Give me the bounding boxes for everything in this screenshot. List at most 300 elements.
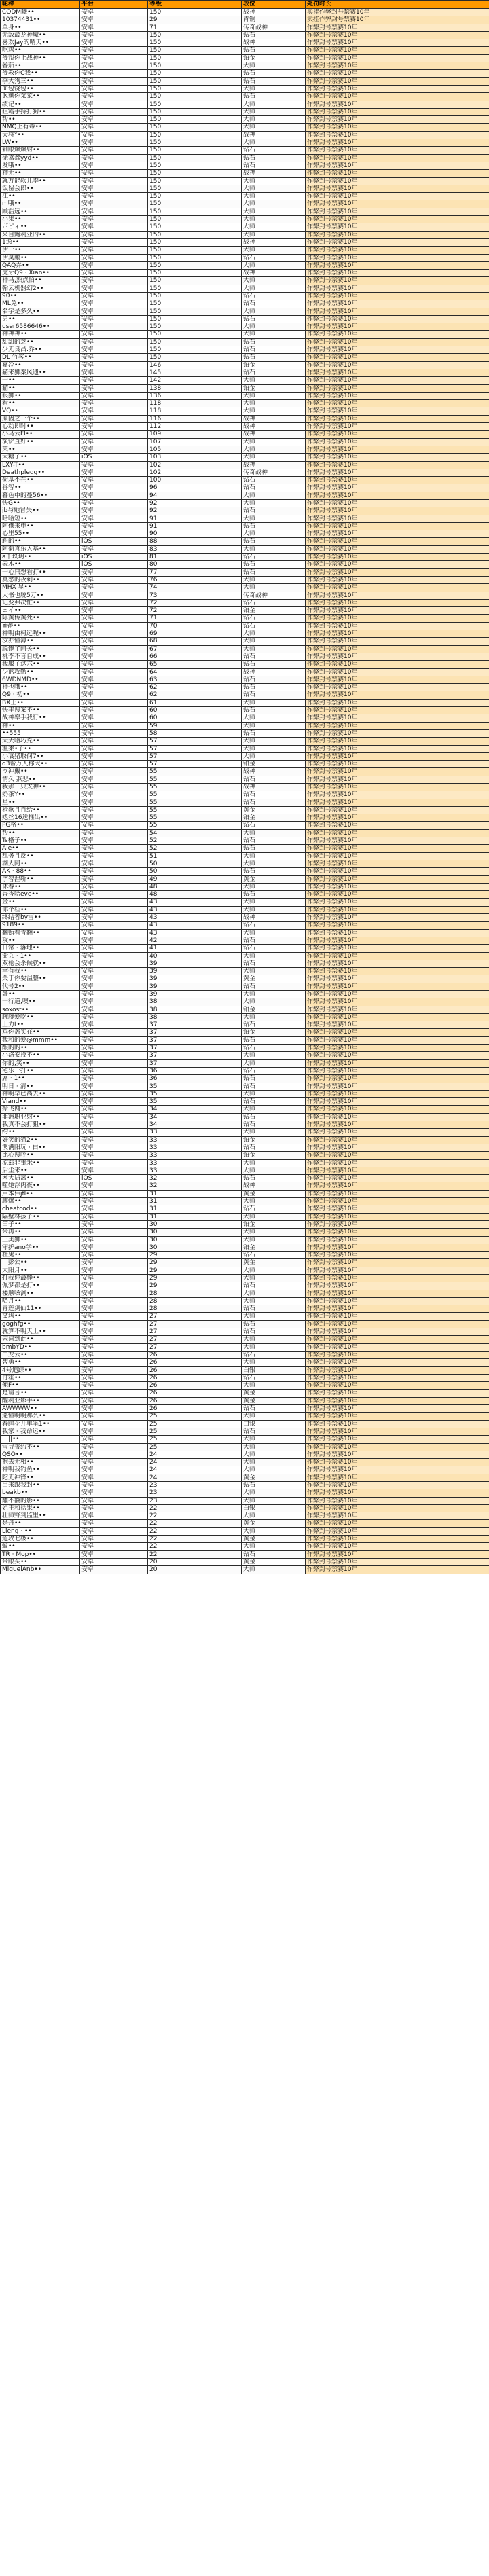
penalty-cell: 作弊封号禁赛10年 (306, 1013, 489, 1021)
platform-cell: 安卓 (80, 791, 148, 799)
rank-cell: 钻石 (242, 568, 306, 576)
rank-cell: 钻石 (242, 1021, 306, 1029)
rank-cell: 钻石 (242, 561, 306, 568)
level-cell: 48 (148, 891, 242, 899)
rank-cell: 钻石 (242, 300, 306, 308)
table-row (1, 392, 489, 399)
table-row (1, 1420, 489, 1428)
level-cell: 26 (148, 1359, 242, 1366)
nickname-cell: 好笑的猫2•• (1, 1136, 80, 1144)
platform-cell: 安卓 (80, 1029, 148, 1036)
nickname-cell: 演铲直好•• (1, 438, 80, 446)
table-row (1, 147, 489, 154)
level-cell: 33 (148, 1167, 242, 1174)
penalty-cell: 作弊封号禁赛10年 (306, 661, 489, 668)
penalty-cell: 作弊封号禁赛10年 (306, 131, 489, 139)
penalty-cell: 作弊封号禁赛10年 (306, 1205, 489, 1213)
rank-cell: 钻石 (242, 729, 306, 737)
nickname-cell: ボビィ•• (1, 223, 80, 231)
table-row (1, 1343, 489, 1351)
nickname-cell: 终结者by雪•• (1, 914, 80, 922)
rank-cell: 大师 (242, 738, 306, 745)
platform-cell: 安卓 (80, 1167, 148, 1174)
platform-cell: 安卓 (80, 315, 148, 323)
rank-cell: 钻石 (242, 1113, 306, 1121)
nickname-cell: 一心只想看打•• (1, 568, 80, 576)
nickname-cell: 天天哈巧克•• (1, 738, 80, 745)
table-body (1, 9, 489, 1574)
penalty-cell: 作弊封号禁赛10年 (306, 684, 489, 691)
rank-cell: 钻石 (242, 1205, 306, 1213)
level-cell: 37 (148, 1052, 242, 1059)
platform-cell: 安卓 (80, 392, 148, 399)
table-row (1, 1182, 489, 1190)
rank-cell: 传奇战神 (242, 469, 306, 476)
level-cell: 70 (148, 622, 242, 630)
table-row (1, 975, 489, 983)
rank-cell: 黄金 (242, 1536, 306, 1543)
penalty-cell: 作弊封号禁赛10年 (306, 554, 489, 561)
penalty-cell: 作弊封号禁赛10年 (306, 768, 489, 776)
nickname-cell: CODM曦•• (1, 9, 80, 16)
rank-cell: 钻石 (242, 77, 306, 85)
platform-cell: 安卓 (80, 852, 148, 860)
table-row (1, 837, 489, 845)
level-cell: 100 (148, 477, 242, 484)
nickname-cell: 少蓝攻勤•• (1, 668, 80, 676)
table-row (1, 1382, 489, 1390)
level-cell: 150 (148, 147, 242, 154)
nickname-cell: 卢本伟jfl•• (1, 1190, 80, 1197)
table-row (1, 875, 489, 883)
table-row (1, 477, 489, 484)
penalty-cell: 作弊封号禁赛10年 (306, 1328, 489, 1336)
level-cell: 26 (148, 1374, 242, 1381)
platform-cell: 安卓 (80, 722, 148, 729)
platform-cell: 安卓 (80, 369, 148, 376)
platform-cell: iOS (80, 554, 148, 561)
platform-cell: 安卓 (80, 346, 148, 354)
penalty-cell: 作弊封号禁赛10年 (306, 622, 489, 630)
penalty-cell: 作弊封号禁赛10年 (306, 492, 489, 499)
table-row (1, 929, 489, 937)
nickname-cell: 宋词到此•• (1, 1336, 80, 1343)
nickname-cell: 暮色中的蔓56•• (1, 492, 80, 499)
table-row (1, 1489, 489, 1497)
level-cell: 145 (148, 369, 242, 376)
table-row (1, 899, 489, 906)
penalty-cell: 作弊封号禁赛10年 (306, 1543, 489, 1550)
nickname-cell: 神明早已离去•• (1, 1090, 80, 1097)
penalty-cell: 作弊封号禁赛10年 (306, 170, 489, 177)
level-cell: 23 (148, 1489, 242, 1497)
penalty-cell: 作弊封号禁赛10年 (306, 822, 489, 829)
rank-cell: 大师 (242, 308, 306, 315)
rank-cell: 大师 (242, 1566, 306, 1574)
penalty-cell: 作弊封号禁赛10年 (306, 1129, 489, 1136)
table-row (1, 1090, 489, 1097)
nickname-cell: 网大局离•• (1, 1175, 80, 1182)
platform-cell: 安卓 (80, 1466, 148, 1474)
platform-cell: 安卓 (80, 101, 148, 108)
table-row (1, 630, 489, 638)
rank-cell: 大师 (242, 1297, 306, 1305)
penalty-cell: 作弊封号禁赛10年 (306, 783, 489, 791)
penalty-cell: 作弊封号禁赛10年 (306, 185, 489, 192)
rank-cell: 黄金 (242, 1259, 306, 1267)
penalty-cell: 作弊封号禁赛10年 (306, 1259, 489, 1267)
penalty-cell: 作弊封号禁赛10年 (306, 247, 489, 254)
penalty-cell: 作弊封号禁赛10年 (306, 1121, 489, 1129)
level-cell: 26 (148, 1397, 242, 1404)
level-cell: 72 (148, 599, 242, 606)
penalty-cell: 作弊封号禁赛10年 (306, 1397, 489, 1404)
penalty-cell: 作弊封号禁赛10年 (306, 1474, 489, 1481)
nickname-cell: 记变弗决忙•• (1, 599, 80, 606)
rank-cell: 大师 (242, 116, 306, 124)
penalty-cell: 作弊封号禁赛10年 (306, 400, 489, 407)
rank-cell: 战神 (242, 668, 306, 676)
rank-cell: 大师 (242, 1527, 306, 1535)
level-cell: 35 (148, 1090, 242, 1097)
table-row (1, 1029, 489, 1036)
table-row (1, 1359, 489, 1366)
platform-cell: 安卓 (80, 62, 148, 70)
platform-cell: 安卓 (80, 54, 148, 62)
level-cell: 150 (148, 308, 242, 315)
penalty-cell: 作弊封号禁赛10年 (306, 1036, 489, 1044)
table-row (1, 315, 489, 323)
table-row (1, 254, 489, 261)
table-row (1, 561, 489, 568)
table-row (1, 223, 489, 231)
table-row (1, 331, 489, 338)
level-cell: 49 (148, 875, 242, 883)
level-cell: 59 (148, 722, 242, 729)
level-cell: 60 (148, 707, 242, 714)
rank-cell: 大师 (242, 1274, 306, 1282)
platform-cell: 安卓 (80, 1366, 148, 1374)
platform-cell: 安卓 (80, 530, 148, 538)
platform-cell: 安卓 (80, 952, 148, 960)
level-cell: 150 (148, 54, 242, 62)
nickname-cell: 无敌最龙神魔•• (1, 31, 80, 39)
rank-cell: 钻石 (242, 522, 306, 530)
table-row (1, 776, 489, 783)
rank-cell: 钻石 (242, 983, 306, 990)
rank-cell: 大师 (242, 1052, 306, 1059)
penalty-cell: 作弊封号禁赛10年 (306, 1420, 489, 1428)
platform-cell: 安卓 (80, 277, 148, 285)
penalty-cell: 作弊封号禁赛10年 (306, 1213, 489, 1220)
nickname-cell: 你的,笑•• (1, 1059, 80, 1067)
penalty-cell: 作弊封号禁赛10年 (306, 545, 489, 553)
rank-cell: 大师 (242, 860, 306, 867)
level-cell: 29 (148, 1274, 242, 1282)
rank-cell: 战神 (242, 39, 306, 47)
table-row (1, 231, 489, 238)
nickname-cell: 我服了这六•• (1, 661, 80, 668)
penalty-cell: 作弊封号禁赛10年 (306, 515, 489, 522)
nickname-cell: LW•• (1, 139, 80, 147)
level-cell: 55 (148, 806, 242, 814)
nickname-cell: 休春•• (1, 883, 80, 890)
table-row (1, 1059, 489, 1067)
platform-cell: 安卓 (80, 292, 148, 300)
level-cell: 29 (148, 16, 242, 24)
penalty-cell: 作弊封号禁赛10年 (306, 261, 489, 269)
nickname-cell: 小乌云Fl•• (1, 431, 80, 438)
rank-cell: 大师 (242, 630, 306, 638)
platform-cell: 安卓 (80, 1382, 148, 1390)
table-row (1, 791, 489, 799)
nickname-cell: 吃鸡•• (1, 47, 80, 54)
nickname-cell: 10374431•• (1, 16, 80, 24)
rank-cell: 铂金 (242, 1152, 306, 1159)
level-cell: 83 (148, 545, 242, 553)
rank-cell: 钻石 (242, 684, 306, 691)
penalty-cell: 作弊封号禁赛10年 (306, 147, 489, 154)
level-cell: 55 (148, 768, 242, 776)
level-cell: 150 (148, 323, 242, 331)
penalty-cell: 作弊封号禁赛10年 (306, 729, 489, 737)
table-row (1, 124, 489, 131)
nickname-cell: 狼狮•• (1, 392, 80, 399)
platform-cell: 安卓 (80, 668, 148, 676)
penalty-cell: 作弊封号禁赛10年 (306, 47, 489, 54)
table-row (1, 645, 489, 653)
penalty-cell: 作弊封号禁赛10年 (306, 446, 489, 453)
platform-cell: 安卓 (80, 983, 148, 990)
penalty-cell: 作弊封号禁赛10年 (306, 1052, 489, 1059)
nickname-cell: 神无•• (1, 170, 80, 177)
level-cell: 109 (148, 431, 242, 438)
penalty-cell: 作弊封号禁赛10年 (306, 116, 489, 124)
nickname-cell: Deathpledg•• (1, 469, 80, 476)
nickname-cell: 是请言•• (1, 1390, 80, 1397)
penalty-cell: 作弊封号禁赛10年 (306, 431, 489, 438)
nickname-cell: 虎牙Q9 · Xian•• (1, 270, 80, 277)
table-row (1, 738, 489, 745)
penalty-cell: 作弊封号禁赛10年 (306, 937, 489, 944)
level-cell: 103 (148, 454, 242, 461)
table-row (1, 1459, 489, 1466)
rank-cell: 大师 (242, 1413, 306, 1420)
level-cell: 52 (148, 837, 242, 845)
table-row (1, 615, 489, 622)
level-cell: 150 (148, 193, 242, 200)
platform-cell: 安卓 (80, 1006, 148, 1013)
nickname-cell: 温柔•子•• (1, 745, 80, 752)
table-row (1, 868, 489, 875)
nickname-cell: 战神率手我行•• (1, 714, 80, 722)
platform-cell: 安卓 (80, 208, 148, 215)
rank-cell: 战神 (242, 1182, 306, 1190)
platform-cell: 安卓 (80, 238, 148, 246)
platform-cell: 安卓 (80, 1543, 148, 1550)
nickname-cell: 双枪会杀候就•• (1, 960, 80, 967)
penalty-cell: 作弊封号禁赛10年 (306, 392, 489, 399)
penalty-cell: 作弊封号禁赛10年 (306, 1006, 489, 1013)
level-cell: 150 (148, 231, 242, 238)
table-row (1, 968, 489, 975)
nickname-cell: NMQ上有毒•• (1, 124, 80, 131)
platform-cell: 安卓 (80, 1059, 148, 1067)
level-cell: 27 (148, 1320, 242, 1328)
level-cell: 22 (148, 1543, 242, 1550)
rank-cell: 钻石 (242, 93, 306, 101)
header-level: 等级 (148, 1, 242, 9)
level-cell: 37 (148, 1036, 242, 1044)
platform-cell: 安卓 (80, 285, 148, 292)
table-row (1, 1397, 489, 1404)
penalty-cell: 作弊封号禁赛10年 (306, 1366, 489, 1374)
rank-cell: 大师 (242, 454, 306, 461)
table-row (1, 1474, 489, 1481)
penalty-cell: 作弊封号禁赛10年 (306, 1489, 489, 1497)
level-cell: 150 (148, 338, 242, 346)
table-row (1, 599, 489, 606)
rank-cell: 钻石 (242, 1045, 306, 1052)
level-cell: 58 (148, 729, 242, 737)
penalty-cell: 作弊封号禁赛10年 (306, 645, 489, 653)
nickname-cell: cheatcod•• (1, 1205, 80, 1213)
rank-cell: 大师 (242, 1382, 306, 1390)
nickname-cell: 雪寻誓约不•• (1, 1443, 80, 1451)
nickname-cell: 约•• (1, 1129, 80, 1136)
rank-cell: 白银 (242, 1366, 306, 1374)
header-penalty: 处罚时长 (306, 1, 489, 9)
level-cell: 36 (148, 1075, 242, 1083)
platform-cell: 安卓 (80, 1459, 148, 1466)
nickname-cell: QAQ弄•• (1, 261, 80, 269)
platform-cell: 安卓 (80, 845, 148, 852)
nickname-cell: 番茄•• (1, 62, 80, 70)
penalty-cell: 作弊封号禁赛10年 (306, 738, 489, 745)
table-row (1, 607, 489, 615)
nickname-cell: 番智•• (1, 484, 80, 492)
level-cell: 118 (148, 400, 242, 407)
penalty-cell: 作弊封号禁赛10年 (306, 922, 489, 929)
rank-cell: 大师 (242, 216, 306, 223)
rank-cell: 钻石 (242, 147, 306, 154)
nickname-cell: 单身•• (1, 24, 80, 31)
platform-cell: 安卓 (80, 738, 148, 745)
penalty-cell: 作弊封号禁赛10年 (306, 668, 489, 676)
table-row (1, 1274, 489, 1282)
table-row (1, 1466, 489, 1474)
rank-cell: 钻石 (242, 1405, 306, 1413)
rank-cell: 钻石 (242, 891, 306, 899)
table-row (1, 1075, 489, 1083)
level-cell: 30 (148, 1220, 242, 1228)
nickname-cell: 原因之一个•• (1, 415, 80, 422)
penalty-cell: 作弊封号禁赛10年 (306, 154, 489, 162)
platform-cell: 安卓 (80, 860, 148, 867)
level-cell: 150 (148, 101, 242, 108)
penalty-cell: 作弊封号禁赛10年 (306, 208, 489, 215)
nickname-cell: Viand•• (1, 1098, 80, 1106)
level-cell: 150 (148, 261, 242, 269)
platform-cell: 安卓 (80, 991, 148, 998)
level-cell: 33 (148, 1152, 242, 1159)
penalty-cell: 作弊封号禁赛10年 (306, 300, 489, 308)
table-row (1, 507, 489, 515)
nickname-cell: TR · Mop•• (1, 1550, 80, 1558)
table-row (1, 1328, 489, 1336)
rank-cell: 铂金 (242, 361, 306, 369)
nickname-cell: 4号追踪•• (1, 1366, 80, 1374)
platform-cell: 安卓 (80, 1113, 148, 1121)
level-cell: 118 (148, 407, 242, 415)
level-cell: 90 (148, 530, 242, 538)
rank-cell: 大师 (242, 545, 306, 553)
level-cell: 73 (148, 592, 242, 599)
rank-cell: 战神 (242, 415, 306, 422)
level-cell: 71 (148, 615, 242, 622)
table-row (1, 554, 489, 561)
nickname-cell: AK · 88•• (1, 868, 80, 875)
penalty-cell: 作弊封号禁赛10年 (306, 407, 489, 415)
level-cell: 34 (148, 1106, 242, 1113)
platform-cell: 安卓 (80, 47, 148, 54)
rank-cell: 黄金 (242, 1390, 306, 1397)
platform-cell: 安卓 (80, 937, 148, 944)
table-row (1, 108, 489, 115)
rank-cell: 大师 (242, 929, 306, 937)
platform-cell: 安卓 (80, 377, 148, 384)
penalty-cell: 卖挂作弊封号禁赛10年 (306, 16, 489, 24)
rank-cell: 战神 (242, 768, 306, 776)
rank-cell: 钻石 (242, 799, 306, 806)
rank-cell: 钻石 (242, 868, 306, 875)
platform-cell: 安卓 (80, 507, 148, 515)
table-row (1, 991, 489, 998)
platform-cell: 安卓 (80, 1343, 148, 1351)
table-row (1, 492, 489, 499)
table-row (1, 622, 489, 630)
level-cell: 29 (148, 1259, 242, 1267)
level-cell: 24 (148, 1474, 242, 1481)
table-row (1, 1052, 489, 1059)
header-platform: 平台 (80, 1, 148, 9)
nickname-cell: 枪歌且自给•• (1, 806, 80, 814)
table-row (1, 361, 489, 369)
penalty-cell: 作弊封号禁赛10年 (306, 1152, 489, 1159)
nickname-cell: 一•• (1, 377, 80, 384)
platform-cell: 安卓 (80, 1297, 148, 1305)
penalty-cell: 作弊封号禁赛10年 (306, 254, 489, 261)
platform-cell: 安卓 (80, 1121, 148, 1129)
table-row (1, 1351, 489, 1358)
platform-cell: 安卓 (80, 761, 148, 768)
table-row (1, 1558, 489, 1565)
table-row (1, 277, 489, 285)
level-cell: 102 (148, 469, 242, 476)
table-row (1, 461, 489, 469)
level-cell: 150 (148, 292, 242, 300)
platform-cell: 安卓 (80, 1566, 148, 1574)
penalty-cell: 作弊封号禁赛10年 (306, 93, 489, 101)
penalty-cell: 作弊封号禁赛10年 (306, 998, 489, 1006)
platform-cell: 安卓 (80, 1320, 148, 1328)
penalty-cell: 作弊封号禁赛10年 (306, 1504, 489, 1512)
nickname-cell: 猫来狮秦风遗•• (1, 369, 80, 376)
nickname-cell: Lieng · •• (1, 1527, 80, 1535)
table-row (1, 852, 489, 860)
table-row (1, 937, 489, 944)
level-cell: 92 (148, 500, 242, 507)
